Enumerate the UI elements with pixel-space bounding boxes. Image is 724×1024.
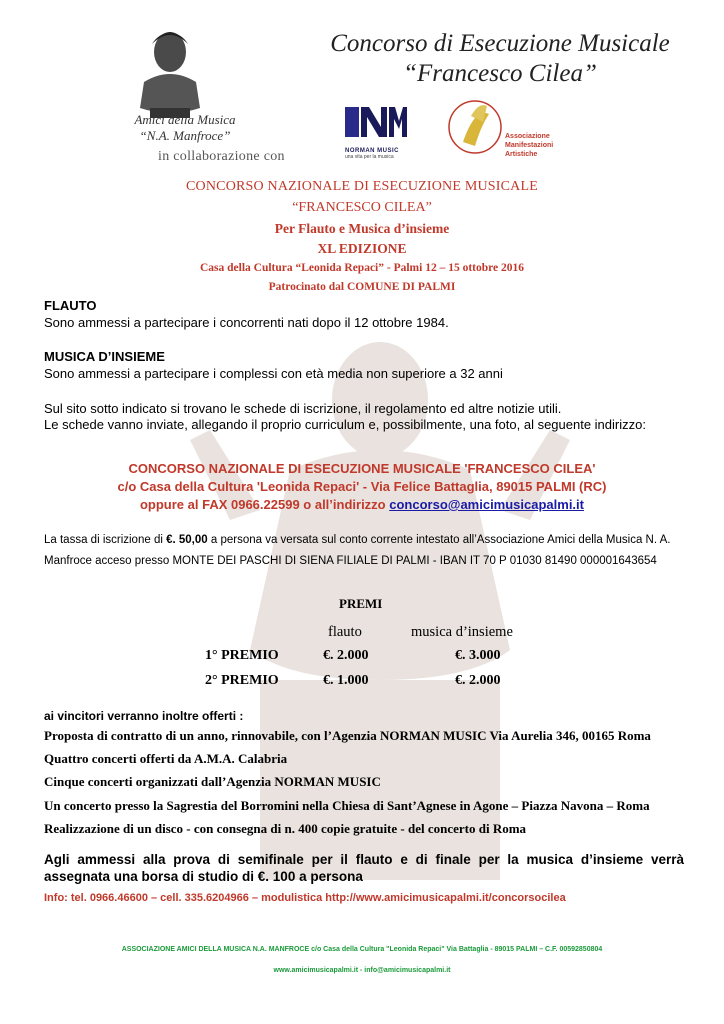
norman-music-mark-icon bbox=[345, 103, 407, 141]
norman-music-logo bbox=[345, 103, 407, 159]
sito-text2: Le schede vanno inviate, allegando il proprio curriculum e, possibilmente, una foto, al seguente indirizzo: bbox=[44, 417, 646, 432]
prize-row-1-label: 1° PREMIO bbox=[205, 648, 279, 663]
offer-item-3: Cinque concerti organizzati dall’Agenzia NORMAN MUSIC bbox=[44, 774, 381, 789]
announcement-line6: Patrocinato dal COMUNE DI PALMI bbox=[268, 281, 456, 293]
prize-row-1-insieme: €. 3.000 bbox=[455, 648, 501, 663]
insieme-text: Sono ammessi a partecipare i complessi con età media non superiore a 32 anni bbox=[44, 366, 503, 381]
collab-text: in collaborazione con bbox=[158, 149, 285, 164]
address-line1: CONCORSO NAZIONALE DI ESECUZIONE MUSICALE 'FRANCESCO CILEA' bbox=[128, 461, 596, 476]
email-link[interactable]: concorso@amicimusicapalmi.it bbox=[389, 497, 584, 512]
norman-music-tag: una vita per la musica bbox=[345, 154, 394, 160]
assoc-line1: Amici della Musica bbox=[134, 112, 236, 127]
prize-row-1-flauto: €. 2.000 bbox=[323, 648, 369, 663]
announcement-line4: XL EDIZIONE bbox=[317, 241, 407, 256]
fee-paragraph bbox=[44, 530, 684, 572]
prize-row-2-insieme: €. 2.000 bbox=[455, 673, 501, 688]
flauto-text: Sono ammessi a partecipare i concorrenti nati dopo il 12 ottobre 1984. bbox=[44, 315, 449, 330]
fax-text: oppure al FAX 0966.22599 o all’indirizzo bbox=[139, 497, 390, 512]
address-line2: c/o Casa della Cultura 'Leonida Repaci' - Via Felice Battaglia, 89015 PALMI (RC) bbox=[117, 479, 607, 494]
prize-row-2-flauto: €. 1.000 bbox=[323, 673, 369, 688]
fee-prefix: La tassa di iscrizione di bbox=[44, 534, 167, 546]
info-line: Info: tel. 0966.46600 – cell. 335.6204966 – modulistica http://www.amicimusicapalmi.it/concorsocilea bbox=[44, 892, 566, 904]
flauto-heading: FLAUTO bbox=[44, 298, 97, 313]
ama-line1: Associazione bbox=[505, 133, 550, 140]
offer-item-1: Proposta di contratto di un anno, rinnovabile, con l’Agenzia NORMAN MUSIC Via Aurelia 346, 00165 Roma bbox=[44, 728, 651, 743]
offer-item-4: Un concerto presso la Sagrestia del Borromini nella Chiesa di Sant’Agnese in Agone – Piazza Navona – Roma bbox=[44, 798, 650, 813]
offer-item-5: Realizzazione di un disco - con consegna di n. 400 copie gratuite - del concerto di Roma bbox=[44, 821, 527, 836]
prize-row-2-label: 2° PREMIO bbox=[205, 673, 279, 688]
bust-logo-icon bbox=[130, 22, 210, 122]
ama-calabria-logo-icon bbox=[445, 92, 505, 162]
insieme-heading: MUSICA D’INSIEME bbox=[44, 349, 165, 364]
announcement-line3: Per Flauto e Musica d’insieme bbox=[274, 221, 450, 236]
prizes-col-flauto: flauto bbox=[328, 624, 362, 640]
header-title-line2: “Francesco Cilea” bbox=[403, 60, 597, 87]
announcement-line2: “FRANCESCO CILEA” bbox=[292, 200, 432, 215]
footer-line1: ASSOCIAZIONE AMICI DELLA MUSICA N.A. MANFROCE c/o Casa della Cultura "Leonida Repaci" Via Battaglia - 89015 PALMI – C.F. 00592850804 bbox=[121, 946, 603, 953]
prizes-col-insieme: musica d’insieme bbox=[411, 624, 513, 640]
announcement-line1: CONCORSO NAZIONALE DI ESECUZIONE MUSICALE bbox=[186, 179, 538, 194]
ama-line3: Artistiche bbox=[505, 151, 538, 158]
scholarship-text: Agli ammessi alla prova di semifinale per il flauto e di finale per la musica d’insieme verrà assegnata una borsa di studio di €. 100 a persona bbox=[44, 852, 684, 884]
footer-line2: www.amicimusicapalmi.it - info@amicimusicapalmi.it bbox=[273, 967, 451, 974]
announcement-line5: Casa della Cultura “Leonida Repaci” - Palmi 12 – 15 ottobre 2016 bbox=[199, 262, 525, 274]
header-title-line1: Concorso di Esecuzione Musicale bbox=[330, 30, 670, 57]
ama-line2: Manifestazioni bbox=[505, 142, 554, 149]
ama-text bbox=[505, 132, 553, 159]
assoc-line2: “N.A. Manfroce” bbox=[139, 128, 231, 143]
norman-music-name: NORMAN MUSIC bbox=[345, 148, 399, 154]
address-line3 bbox=[0, 497, 724, 512]
fee-amount: €. 50,00 bbox=[166, 534, 208, 546]
offers-heading: ai vincitori verranno inoltre offerti : bbox=[44, 709, 244, 723]
prizes-title: PREMI bbox=[339, 596, 383, 611]
offer-item-2: Quattro concerti offerti da A.M.A. Calabria bbox=[44, 751, 288, 766]
sito-text1: Sul sito sotto indicato si trovano le schede di iscrizione, il regolamento ed altre notizie utili. bbox=[44, 401, 562, 416]
fee-rest: a persona va versata sul conto corrente intestato all’Associazione Amici della Musica N. A. Manfroce acceso presso MONTE DEI PASCHI DI SIENA FILIALE DI PALMI - IBAN IT 70 P 01030 81490 000001643654 bbox=[44, 534, 671, 567]
